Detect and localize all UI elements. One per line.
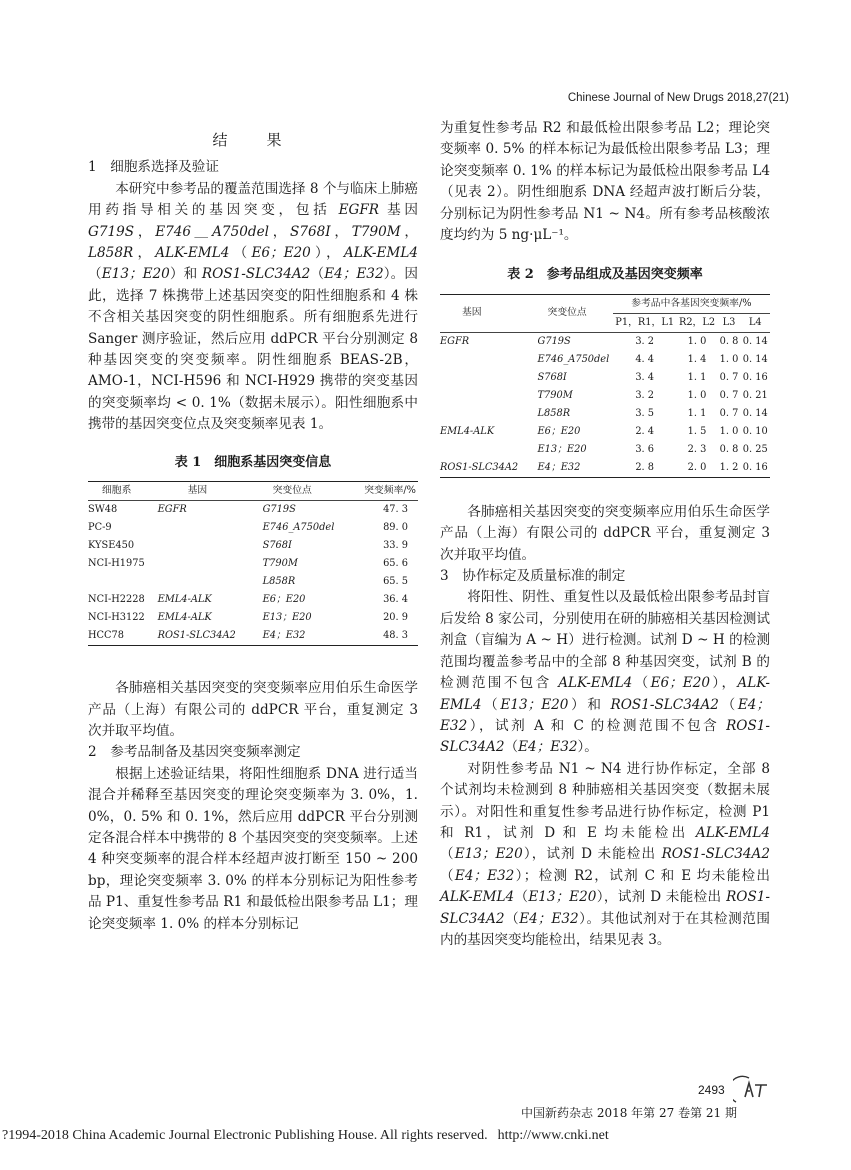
table-row (88, 573, 418, 591)
table-cell: S768I (262, 540, 292, 552)
cnki-link[interactable]: http://www.cnki.net (497, 1128, 609, 1143)
section-title: 结 果 (212, 131, 294, 149)
table-cell: HCC78 (88, 630, 125, 642)
table-cell: EGFR (440, 335, 470, 347)
table-row (440, 405, 770, 423)
table-cell (440, 405, 522, 423)
table-cell: 48. 3 (383, 630, 408, 642)
table-cell: 0. 16 (742, 461, 768, 473)
table-cell: G719S (537, 335, 571, 347)
table-cell: E4；E32 (537, 461, 581, 473)
table-cell: 1. 4 (687, 353, 707, 365)
table-cell: SW48 (88, 504, 118, 516)
t1-header-cell: 突变频率/% (364, 485, 416, 497)
section-3-heading: 3 协作标定及质量标准的制定 (440, 568, 626, 585)
table-row (88, 627, 418, 646)
table-cell: 1. 1 (687, 407, 707, 419)
table-cell: 0. 7 (719, 407, 739, 419)
table-cell: E6；E20 (537, 425, 581, 437)
section-1-heading: 1 细胞系选择及验证 (88, 159, 219, 176)
table-cell (158, 519, 253, 537)
table-row (88, 537, 418, 555)
table-cell: G719S (262, 504, 296, 516)
table-row (88, 555, 418, 573)
journal-logo-icon (733, 1075, 773, 1105)
table-cell: 0. 8 (719, 443, 739, 455)
table-cell: 3. 4 (635, 371, 655, 383)
table-cell: PC-9 (88, 522, 112, 534)
table-cell: 2. 8 (635, 461, 655, 473)
table-cell: 1. 5 (687, 425, 707, 437)
table-cell (158, 537, 253, 555)
table-row (88, 519, 418, 537)
t2-header-gene: 基因 (440, 294, 522, 332)
table-cell (440, 441, 522, 459)
table-cell: 2. 4 (635, 425, 655, 437)
table-cell: 0. 25 (742, 443, 768, 455)
left-column (88, 128, 418, 935)
table-row (440, 423, 770, 441)
table-cell: 65. 5 (383, 576, 408, 588)
copyright-line (2, 1128, 609, 1144)
table-row (88, 591, 418, 609)
table-cell: KYSE450 (88, 540, 135, 552)
table-cell: 0. 8 (719, 335, 739, 347)
table-cell: 3. 2 (635, 389, 655, 401)
journal-footer: 中国新药杂志 2018 年第 27 卷第 21 期 (521, 1106, 737, 1120)
table-row (88, 501, 418, 520)
table-cell: T790M (262, 558, 298, 570)
table-cell: 47. 3 (383, 504, 408, 516)
table-cell: 3. 6 (635, 443, 655, 455)
t1-header-cell: 基因 (187, 485, 208, 497)
table-cell: 89. 0 (383, 522, 408, 534)
table-cell: 3. 2 (635, 335, 655, 347)
table-cell: 2. 3 (687, 443, 707, 455)
table-2-caption: 表 2 参考品组成及基因突变频率 (507, 267, 703, 283)
paragraph-after-table-2: 各肺癌相关基因突变的突变频率应用伯乐生命医学产品（上海）有限公司的 ddPCR 平台，重复测定 3 次并取平均值。 (440, 503, 770, 563)
table-cell: 2. 0 (687, 461, 707, 473)
table-cell: 0. 14 (742, 335, 768, 347)
table-cell: 0. 14 (742, 407, 768, 419)
section-3-paragraph-2: 对阴性参考品 N1 ~ N4 进行协作标定，全部 8 个试剂均未检测到 8 种肺癌相关基因突变（数据未展示）。对阳性和重复性参考品进行协作标定，检测 P1 和 R1，试剂 D 和 E 均未能检出 ALK-EML4（E13；E20），试剂 D 未能检出 ROS1-SLC34A2（E4；E32）；检测 R2，试剂 C 和 E 均未能检出 ALK-EML4（E13；E20），试剂 D 未能检出 ROS1-SLC34A2（E4；E32）。其他试剂对于在其检测范围内的基因突变均能检出，结果见表 3。 (440, 760, 771, 948)
section-3-paragraph-1: 将阳性、阴性、重复性以及最低检出限参考品封盲后发给 8 家公司，分别使用在研的肺癌相关基因检测试剂盒（盲编为 A ~ H）进行检测。试剂 D ~ H 的检测范围均覆盖参考品中的全部 8 种基因突变，试剂 B 的检测范围不包含 ALK-EML4（E6；E20），ALK-EML4（E13；E20）和 ROS1-SLC34A2（E4；E32），试剂 A 和 C 的检测范围不包含 ROS1-SLC34A2（E4；E32）。 (440, 589, 771, 756)
t2-subheader: L3 (722, 316, 736, 328)
table-cell: 1. 0 (719, 425, 739, 437)
table-cell: E746_A750del (537, 353, 610, 365)
section-2-heading: 2 参考品制备及基因突变频率测定 (88, 744, 301, 761)
table-2 (440, 294, 770, 478)
table-row (440, 351, 770, 369)
table-row (440, 332, 770, 351)
table-cell: ROS1-SLC34A2 (440, 461, 519, 473)
table-row (440, 441, 770, 459)
table-cell: E13；E20 (262, 612, 312, 624)
table-cell: 0. 14 (742, 353, 768, 365)
table-cell: L858R (262, 576, 296, 588)
t2-header-group: 参考品中各基因突变频率/% (613, 294, 770, 313)
table-cell: S768I (537, 371, 567, 383)
table-cell: 0. 16 (742, 371, 768, 383)
table-cell: 36. 4 (383, 594, 408, 606)
table-cell: 0. 7 (719, 371, 739, 383)
t1-header-cell: 细胞系 (102, 485, 132, 497)
table-cell: NCI-H2228 (88, 594, 145, 606)
section-2-paragraph: 根据上述验证结果，将阳性细胞系 DNA 进行适当混合并稀释至基因突变的理论突变频率为 3. 0%，1. 0%，0. 5% 和 0. 1%，然后应用 ddPCR 平台分别测定各混合样本中携带的 8 个基因突变的突变频率。上述 4 种突变频率的混合样本经超声波打断至 150 ~ 200 bp，理论突变频率 3. 0% 的样本分别标记为阳性参考品 P1、重复性参考品 R1 和最低检出限参考品 L1；理论突变频率 1. 0% 的样本分别标记 (88, 765, 418, 932)
table-cell (158, 555, 253, 573)
running-header: Chinese Journal of New Drugs 2018,27(21) (567, 92, 789, 104)
table-row (440, 369, 770, 387)
table-cell (440, 387, 522, 405)
table-cell: EGFR (157, 504, 187, 516)
table-cell: NCI-H3122 (88, 612, 145, 624)
table-cell: 20. 9 (383, 612, 408, 624)
table-cell: 1. 2 (719, 461, 739, 473)
table-row (88, 609, 418, 627)
table-cell: E4；E32 (262, 630, 306, 642)
table-cell: ROS1-SLC34A2 (157, 630, 236, 642)
table-cell: EML4-ALK (440, 425, 495, 437)
table-1 (88, 481, 418, 646)
copyright-text: ?1994-2018 China Academic Journal Electronic Publishing House. All rights reserved. (2, 1128, 488, 1143)
table-cell (440, 369, 522, 387)
t2-subheader: L4 (748, 316, 762, 328)
table-cell (88, 573, 158, 591)
t1-header-cell: 突变位点 (272, 485, 312, 497)
table-cell: 1. 0 (719, 353, 739, 365)
table-cell: 1. 0 (687, 389, 707, 401)
table-row (440, 459, 770, 478)
t2-subheader: P1，R1，L1 (615, 316, 675, 328)
t2-subheader: R2，L2 (678, 316, 716, 328)
table-cell: 1. 1 (687, 371, 707, 383)
table-cell (158, 573, 253, 591)
page-number: 2493 (698, 1083, 725, 1097)
table-cell: 1. 0 (687, 335, 707, 347)
right-column (440, 118, 770, 951)
table-cell: 3. 5 (635, 407, 655, 419)
paragraph-after-table-1: 各肺癌相关基因突变的突变频率应用伯乐生命医学产品（上海）有限公司的 ddPCR 平台，重复测定 3 次并取平均值。 (88, 680, 418, 739)
table-cell: E13；E20 (537, 443, 587, 455)
table-cell: E6；E20 (262, 594, 306, 606)
table-cell: 33. 9 (383, 540, 408, 552)
continued-paragraph: 为重复性参考品 R2 和最低检出限参考品 L2；理论突变频率 0. 5% 的样本标记为最低检出限参考品 L3；理论突变频率 0. 1% 的样本标记为最低检出限参考品 L4（见表 2）。阴性细胞系 DNA 经超声波打断后分装，分别标记为阴性参考品 N1 ~ N4。所有参考品核酸浓度均约为 5 ng·μL⁻¹。 (440, 120, 770, 244)
table-1-caption: 表 1 细胞系基因突变信息 (174, 454, 332, 470)
table-cell: L858R (537, 407, 571, 419)
table-cell (440, 351, 522, 369)
table-cell: 0. 10 (742, 425, 768, 437)
table-cell: 4. 4 (635, 353, 655, 365)
section-1-paragraph: 本研究中参考品的覆盖范围选择 8 个与临床上肺癌用药指导相关的基因突变，包括 EGFR 基因 G719S，E746＿A750del，S768I，T790M，L858R，ALK-EML4（E6；E20），ALK-EML4（E13；E20）和 ROS1-SLC34A2（E4；E32）。因此，选择 7 株携带上述基因突变的阳性细胞系和 4 株不含相关基因突变的阴性细胞系。所有细胞系先进行 Sanger 测序验证，然后应用 ddPCR 平台分别测定 8 种基因突变的突变频率。阴性细胞系 BEAS-2B，AMO-1，NCI-H596 和 NCI-H929 携带的突变基因的突变频率均 < 0. 1%（数据未展示）。阳性细胞系中携带的基因突变位点及突变频率见表 1。 (88, 180, 419, 433)
table-row (440, 387, 770, 405)
t2-header-site: 突变位点 (522, 294, 613, 332)
table-cell: 0. 21 (742, 389, 768, 401)
table-cell: EML4-ALK (157, 612, 212, 624)
table-cell: T790M (537, 389, 573, 401)
table-cell: E746_A750del (262, 522, 335, 534)
table-cell: 0. 7 (719, 389, 739, 401)
table-cell: EML4-ALK (157, 594, 212, 606)
table-cell: 65. 6 (383, 558, 408, 570)
table-cell: NCI-H1975 (88, 558, 145, 570)
